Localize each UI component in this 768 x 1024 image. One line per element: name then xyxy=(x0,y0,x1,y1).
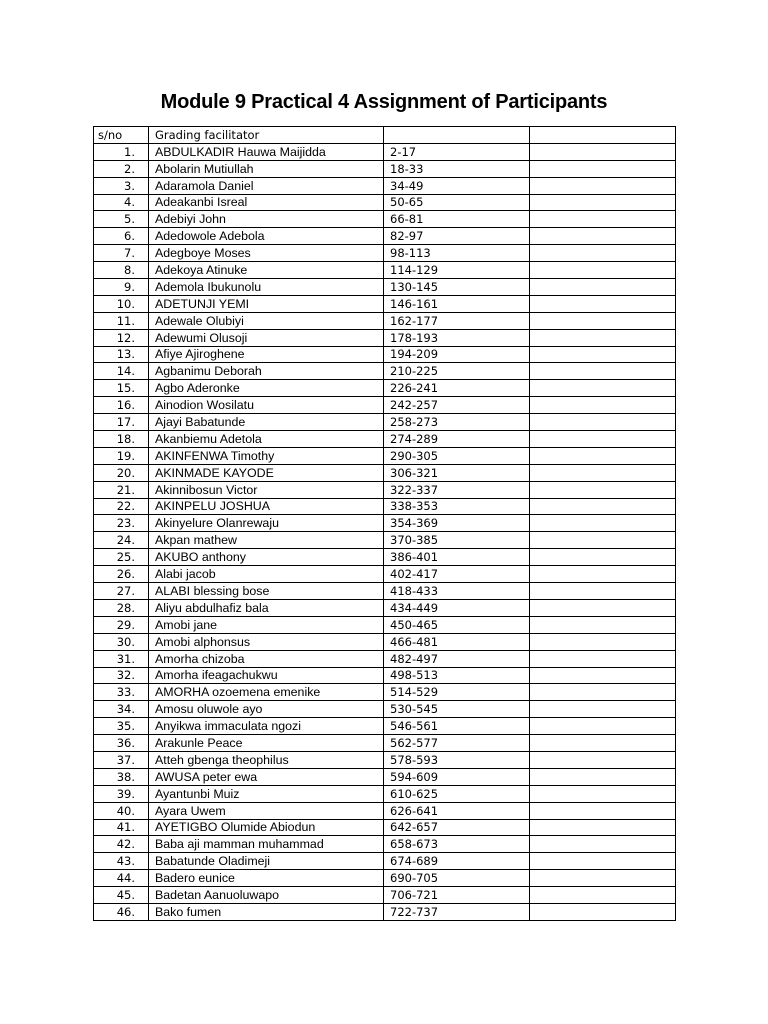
row-name-cell: Akinyelure Olanrewaju xyxy=(149,515,384,532)
row-name-cell: Amorha chizoba xyxy=(149,650,384,667)
row-extra-cell xyxy=(530,718,676,735)
row-extra-cell xyxy=(530,751,676,768)
table-row xyxy=(94,363,676,380)
row-extra-cell xyxy=(530,684,676,701)
table-row xyxy=(94,329,676,346)
row-extra-cell xyxy=(530,177,676,194)
row-extra-cell xyxy=(530,515,676,532)
row-range-cell: 34-49 xyxy=(384,177,530,194)
row-name-cell: Amosu oluwole ayo xyxy=(149,701,384,718)
table-row xyxy=(94,380,676,397)
row-name-cell: ALABI blessing bose xyxy=(149,583,384,600)
row-name-cell: Adeakanbi Isreal xyxy=(149,194,384,211)
table-row xyxy=(94,447,676,464)
table-row xyxy=(94,279,676,296)
row-sno-cell: 22. xyxy=(94,498,149,515)
table-row xyxy=(94,431,676,448)
row-sno-cell: 42. xyxy=(94,836,149,853)
row-extra-cell xyxy=(530,903,676,920)
row-extra-cell xyxy=(530,329,676,346)
row-sno-cell: 8. xyxy=(94,262,149,279)
row-sno-cell: 14. xyxy=(94,363,149,380)
row-extra-cell xyxy=(530,464,676,481)
row-extra-cell xyxy=(530,853,676,870)
row-range-cell: 178-193 xyxy=(384,329,530,346)
row-extra-cell xyxy=(530,414,676,431)
row-extra-cell xyxy=(530,667,676,684)
table-row xyxy=(94,549,676,566)
row-range-cell: 162-177 xyxy=(384,312,530,329)
table-row xyxy=(94,228,676,245)
row-extra-cell xyxy=(530,735,676,752)
row-range-cell: 594-609 xyxy=(384,768,530,785)
table-row xyxy=(94,819,676,836)
row-range-cell: 722-737 xyxy=(384,903,530,920)
row-extra-cell xyxy=(530,160,676,177)
row-sno-cell: 43. xyxy=(94,853,149,870)
row-range-cell: 706-721 xyxy=(384,887,530,904)
row-range-cell: 114-129 xyxy=(384,262,530,279)
row-sno-cell: 40. xyxy=(94,802,149,819)
row-sno-cell: 12. xyxy=(94,329,149,346)
row-extra-cell xyxy=(530,279,676,296)
row-name-cell: Adedowole Adebola xyxy=(149,228,384,245)
row-name-cell: AWUSA peter ewa xyxy=(149,768,384,785)
row-name-cell: ADETUNJI YEMI xyxy=(149,295,384,312)
row-name-cell: Bako fumen xyxy=(149,903,384,920)
row-name-cell: Agbanimu Deborah xyxy=(149,363,384,380)
row-range-cell: 338-353 xyxy=(384,498,530,515)
table-row xyxy=(94,785,676,802)
row-name-cell: Adewumi Olusoji xyxy=(149,329,384,346)
row-name-cell: Anyikwa immaculata ngozi xyxy=(149,718,384,735)
row-name-cell: Adewale Olubiyi xyxy=(149,312,384,329)
row-extra-cell xyxy=(530,363,676,380)
row-range-cell: 242-257 xyxy=(384,397,530,414)
row-name-cell: Badetan Aanuoluwapo xyxy=(149,887,384,904)
row-name-cell: Agbo Aderonke xyxy=(149,380,384,397)
row-sno-cell: 35. xyxy=(94,718,149,735)
row-range-cell: 450-465 xyxy=(384,616,530,633)
row-sno-cell: 39. xyxy=(94,785,149,802)
row-range-cell: 354-369 xyxy=(384,515,530,532)
row-range-cell: 482-497 xyxy=(384,650,530,667)
row-name-cell: Afiye Ajiroghene xyxy=(149,346,384,363)
table-row xyxy=(94,853,676,870)
row-extra-cell xyxy=(530,262,676,279)
row-sno-cell: 9. xyxy=(94,279,149,296)
row-sno-cell: 44. xyxy=(94,870,149,887)
row-extra-cell xyxy=(530,431,676,448)
row-name-cell: Amobi alphonsus xyxy=(149,633,384,650)
row-range-cell: 82-97 xyxy=(384,228,530,245)
row-extra-cell xyxy=(530,566,676,583)
row-range-cell: 658-673 xyxy=(384,836,530,853)
row-name-cell: AYETIGBO Olumide Abiodun xyxy=(149,819,384,836)
row-extra-cell xyxy=(530,447,676,464)
table-row xyxy=(94,701,676,718)
row-name-cell: Adekoya Atinuke xyxy=(149,262,384,279)
row-sno-cell: 6. xyxy=(94,228,149,245)
row-name-cell: Akinnibosun Victor xyxy=(149,481,384,498)
row-range-cell: 610-625 xyxy=(384,785,530,802)
header-range xyxy=(384,127,530,144)
table-row xyxy=(94,887,676,904)
row-sno-cell: 10. xyxy=(94,295,149,312)
row-extra-cell xyxy=(530,211,676,228)
table-row xyxy=(94,295,676,312)
row-name-cell: Adaramola Daniel xyxy=(149,177,384,194)
row-extra-cell xyxy=(530,599,676,616)
table-row xyxy=(94,414,676,431)
row-range-cell: 210-225 xyxy=(384,363,530,380)
table-row xyxy=(94,583,676,600)
row-name-cell: Ayara Uwem xyxy=(149,802,384,819)
row-name-cell: AKINMADE KAYODE xyxy=(149,464,384,481)
row-range-cell: 2-17 xyxy=(384,143,530,160)
row-name-cell: AMORHA ozoemena emenike xyxy=(149,684,384,701)
row-sno-cell: 20. xyxy=(94,464,149,481)
row-range-cell: 290-305 xyxy=(384,447,530,464)
row-name-cell: Ajayi Babatunde xyxy=(149,414,384,431)
row-sno-cell: 37. xyxy=(94,751,149,768)
row-range-cell: 226-241 xyxy=(384,380,530,397)
row-range-cell: 402-417 xyxy=(384,566,530,583)
row-range-cell: 98-113 xyxy=(384,245,530,262)
row-range-cell: 498-513 xyxy=(384,667,530,684)
row-sno-cell: 24. xyxy=(94,532,149,549)
table-row xyxy=(94,650,676,667)
row-name-cell: Amorha ifeagachukwu xyxy=(149,667,384,684)
row-extra-cell xyxy=(530,887,676,904)
row-extra-cell xyxy=(530,633,676,650)
row-name-cell: Amobi jane xyxy=(149,616,384,633)
row-range-cell: 66-81 xyxy=(384,211,530,228)
row-sno-cell: 28. xyxy=(94,599,149,616)
row-range-cell: 386-401 xyxy=(384,549,530,566)
row-extra-cell xyxy=(530,380,676,397)
row-range-cell: 578-593 xyxy=(384,751,530,768)
row-range-cell: 418-433 xyxy=(384,583,530,600)
row-name-cell: AKINPELU JOSHUA xyxy=(149,498,384,515)
row-sno-cell: 5. xyxy=(94,211,149,228)
row-extra-cell xyxy=(530,650,676,667)
row-sno-cell: 30. xyxy=(94,633,149,650)
row-extra-cell xyxy=(530,532,676,549)
row-sno-cell: 36. xyxy=(94,735,149,752)
row-extra-cell xyxy=(530,143,676,160)
row-name-cell: Arakunle Peace xyxy=(149,735,384,752)
table-header-row xyxy=(94,127,676,144)
row-range-cell: 626-641 xyxy=(384,802,530,819)
row-extra-cell xyxy=(530,228,676,245)
table-row xyxy=(94,211,676,228)
row-extra-cell xyxy=(530,836,676,853)
row-extra-cell xyxy=(530,312,676,329)
row-sno-cell: 21. xyxy=(94,481,149,498)
row-sno-cell: 4. xyxy=(94,194,149,211)
row-name-cell: Atteh gbenga theophilus xyxy=(149,751,384,768)
row-range-cell: 146-161 xyxy=(384,295,530,312)
table-row xyxy=(94,616,676,633)
table-row xyxy=(94,532,676,549)
table-row xyxy=(94,566,676,583)
row-extra-cell xyxy=(530,819,676,836)
row-sno-cell: 16. xyxy=(94,397,149,414)
row-name-cell: Abolarin Mutiullah xyxy=(149,160,384,177)
row-sno-cell: 2. xyxy=(94,160,149,177)
row-name-cell: Alabi jacob xyxy=(149,566,384,583)
row-sno-cell: 33. xyxy=(94,684,149,701)
row-sno-cell: 34. xyxy=(94,701,149,718)
row-name-cell: Ainodion Wosilatu xyxy=(149,397,384,414)
row-sno-cell: 46. xyxy=(94,903,149,920)
row-name-cell: Aliyu abdulhafiz bala xyxy=(149,599,384,616)
row-sno-cell: 1. xyxy=(94,143,149,160)
row-extra-cell xyxy=(530,481,676,498)
row-name-cell: Ayantunbi Muiz xyxy=(149,785,384,802)
row-range-cell: 434-449 xyxy=(384,599,530,616)
row-sno-cell: 31. xyxy=(94,650,149,667)
table-row xyxy=(94,836,676,853)
row-extra-cell xyxy=(530,194,676,211)
row-extra-cell xyxy=(530,701,676,718)
row-sno-cell: 17. xyxy=(94,414,149,431)
row-range-cell: 642-657 xyxy=(384,819,530,836)
row-sno-cell: 19. xyxy=(94,447,149,464)
row-sno-cell: 29. xyxy=(94,616,149,633)
table-row xyxy=(94,768,676,785)
table-row xyxy=(94,599,676,616)
row-range-cell: 674-689 xyxy=(384,853,530,870)
assignment-table xyxy=(93,126,676,921)
row-name-cell: Akpan mathew xyxy=(149,532,384,549)
row-name-cell: Adegboye Moses xyxy=(149,245,384,262)
row-name-cell: ABDULKADIR Hauwa Maijidda xyxy=(149,143,384,160)
row-extra-cell xyxy=(530,295,676,312)
table-row xyxy=(94,160,676,177)
row-sno-cell: 23. xyxy=(94,515,149,532)
row-range-cell: 370-385 xyxy=(384,532,530,549)
table-row xyxy=(94,262,676,279)
row-extra-cell xyxy=(530,870,676,887)
row-range-cell: 274-289 xyxy=(384,431,530,448)
table-row xyxy=(94,684,676,701)
header-sno: s/no xyxy=(94,127,149,144)
row-range-cell: 322-337 xyxy=(384,481,530,498)
row-extra-cell xyxy=(530,549,676,566)
row-extra-cell xyxy=(530,397,676,414)
row-range-cell: 562-577 xyxy=(384,735,530,752)
table-row xyxy=(94,718,676,735)
row-sno-cell: 41. xyxy=(94,819,149,836)
table-row xyxy=(94,498,676,515)
row-sno-cell: 45. xyxy=(94,887,149,904)
table-row xyxy=(94,245,676,262)
row-sno-cell: 18. xyxy=(94,431,149,448)
row-range-cell: 466-481 xyxy=(384,633,530,650)
table-row xyxy=(94,346,676,363)
table-row xyxy=(94,397,676,414)
table-row xyxy=(94,870,676,887)
table-row xyxy=(94,481,676,498)
header-extra xyxy=(530,127,676,144)
row-name-cell: Baba aji mamman muhammad xyxy=(149,836,384,853)
table-row xyxy=(94,312,676,329)
row-range-cell: 546-561 xyxy=(384,718,530,735)
row-sno-cell: 3. xyxy=(94,177,149,194)
row-name-cell: Adebiyi John xyxy=(149,211,384,228)
row-extra-cell xyxy=(530,768,676,785)
row-name-cell: Babatunde Oladimeji xyxy=(149,853,384,870)
row-sno-cell: 15. xyxy=(94,380,149,397)
row-sno-cell: 25. xyxy=(94,549,149,566)
table-row xyxy=(94,515,676,532)
row-sno-cell: 13. xyxy=(94,346,149,363)
row-name-cell: Akanbiemu Adetola xyxy=(149,431,384,448)
row-name-cell: Badero eunice xyxy=(149,870,384,887)
page-title: Module 9 Practical 4 Assignment of Participants xyxy=(160,91,608,113)
row-extra-cell xyxy=(530,802,676,819)
header-grading-facilitator: Grading facilitator xyxy=(149,127,384,144)
row-extra-cell xyxy=(530,346,676,363)
row-sno-cell: 32. xyxy=(94,667,149,684)
table-row xyxy=(94,464,676,481)
row-range-cell: 306-321 xyxy=(384,464,530,481)
row-sno-cell: 26. xyxy=(94,566,149,583)
table-row xyxy=(94,194,676,211)
row-range-cell: 690-705 xyxy=(384,870,530,887)
row-name-cell: AKINFENWA Timothy xyxy=(149,447,384,464)
table-row xyxy=(94,751,676,768)
row-sno-cell: 11. xyxy=(94,312,149,329)
table-row xyxy=(94,667,676,684)
table-row xyxy=(94,802,676,819)
row-range-cell: 514-529 xyxy=(384,684,530,701)
table-row xyxy=(94,735,676,752)
table-row xyxy=(94,143,676,160)
row-range-cell: 130-145 xyxy=(384,279,530,296)
row-range-cell: 50-65 xyxy=(384,194,530,211)
row-sno-cell: 27. xyxy=(94,583,149,600)
row-extra-cell xyxy=(530,583,676,600)
row-range-cell: 18-33 xyxy=(384,160,530,177)
table-row xyxy=(94,633,676,650)
table-row xyxy=(94,903,676,920)
row-range-cell: 530-545 xyxy=(384,701,530,718)
row-range-cell: 258-273 xyxy=(384,414,530,431)
row-sno-cell: 7. xyxy=(94,245,149,262)
row-extra-cell xyxy=(530,245,676,262)
row-name-cell: AKUBO anthony xyxy=(149,549,384,566)
table-row xyxy=(94,177,676,194)
row-extra-cell xyxy=(530,498,676,515)
row-extra-cell xyxy=(530,785,676,802)
row-range-cell: 194-209 xyxy=(384,346,530,363)
row-name-cell: Ademola Ibukunolu xyxy=(149,279,384,296)
row-extra-cell xyxy=(530,616,676,633)
row-sno-cell: 38. xyxy=(94,768,149,785)
